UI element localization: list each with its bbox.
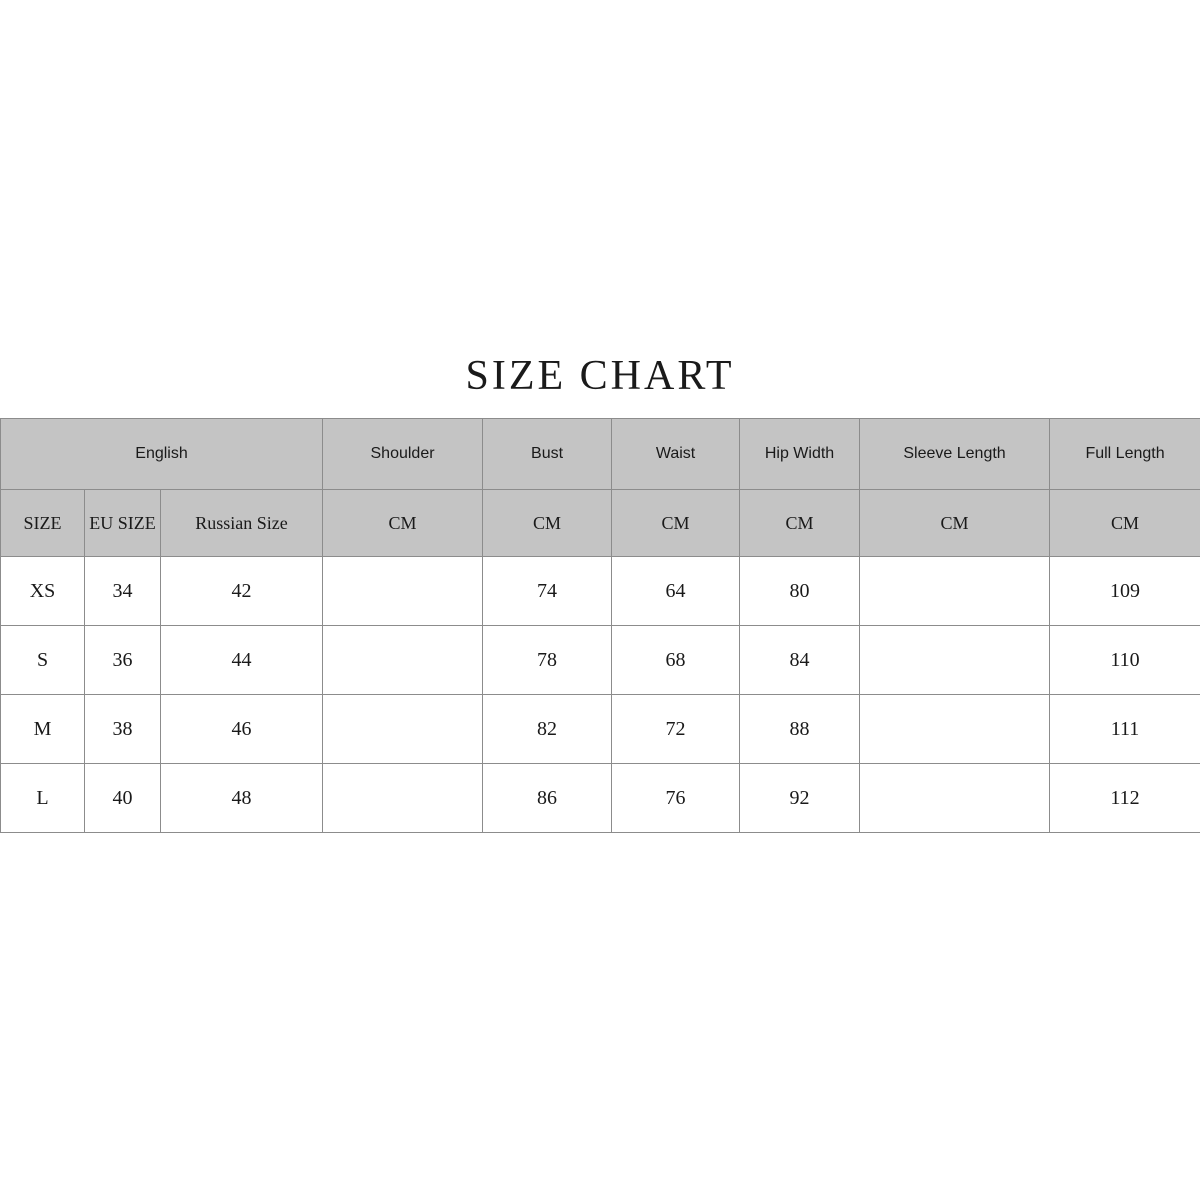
cell-eu-size: 40 [85,764,161,833]
cell-hip-width: 80 [740,557,860,626]
cell-full-length: 109 [1050,557,1200,626]
sub-header-sleeve-length-unit: CM [860,490,1050,557]
group-header-full-length: Full Length [1050,419,1200,490]
table-row [1,626,1200,695]
cell-russian-size: 42 [161,557,323,626]
table-row [1,557,1200,626]
sub-header-shoulder-unit: CM [323,490,483,557]
cell-waist: 64 [612,557,740,626]
cell-shoulder [323,557,483,626]
sub-header-eu-size: EU SIZE [85,490,161,557]
group-header-waist: Waist [612,419,740,490]
cell-sleeve-length [860,626,1050,695]
sub-header-bust-unit: CM [483,490,612,557]
cell-shoulder [323,695,483,764]
sub-header-waist-unit: CM [612,490,740,557]
cell-full-length: 110 [1050,626,1200,695]
size-chart-table [0,418,1200,833]
cell-waist: 68 [612,626,740,695]
cell-bust: 78 [483,626,612,695]
size-chart-table-wrap [0,418,1200,833]
cell-russian-size: 44 [161,626,323,695]
cell-eu-size: 34 [85,557,161,626]
table-row [1,695,1200,764]
group-header-row [1,419,1200,490]
group-header-sleeve-length: Sleeve Length [860,419,1050,490]
table-body [1,557,1200,833]
cell-sleeve-length [860,695,1050,764]
cell-russian-size: 46 [161,695,323,764]
cell-size: L [1,764,85,833]
sub-header-row [1,490,1200,557]
cell-eu-size: 36 [85,626,161,695]
group-header-shoulder: Shoulder [323,419,483,490]
group-header-hip-width: Hip Width [740,419,860,490]
cell-sleeve-length [860,764,1050,833]
cell-size: XS [1,557,85,626]
cell-russian-size: 48 [161,764,323,833]
cell-waist: 76 [612,764,740,833]
group-header-bust: Bust [483,419,612,490]
cell-size: S [1,626,85,695]
sub-header-size: SIZE [1,490,85,557]
cell-bust: 74 [483,557,612,626]
cell-bust: 82 [483,695,612,764]
table-header [1,419,1200,557]
cell-full-length: 111 [1050,695,1200,764]
sub-header-russian-size: Russian Size [161,490,323,557]
cell-waist: 72 [612,695,740,764]
cell-hip-width: 84 [740,626,860,695]
cell-hip-width: 92 [740,764,860,833]
cell-bust: 86 [483,764,612,833]
cell-size: M [1,695,85,764]
page-title-text: SIZE CHART [465,353,735,399]
cell-shoulder [323,764,483,833]
cell-full-length: 112 [1050,764,1200,833]
cell-hip-width: 88 [740,695,860,764]
page-title [0,352,1200,400]
sub-header-full-length-unit: CM [1050,490,1200,557]
sub-header-hip-width-unit: CM [740,490,860,557]
cell-eu-size: 38 [85,695,161,764]
cell-sleeve-length [860,557,1050,626]
table-row [1,764,1200,833]
group-header-english: English [1,419,323,490]
cell-shoulder [323,626,483,695]
